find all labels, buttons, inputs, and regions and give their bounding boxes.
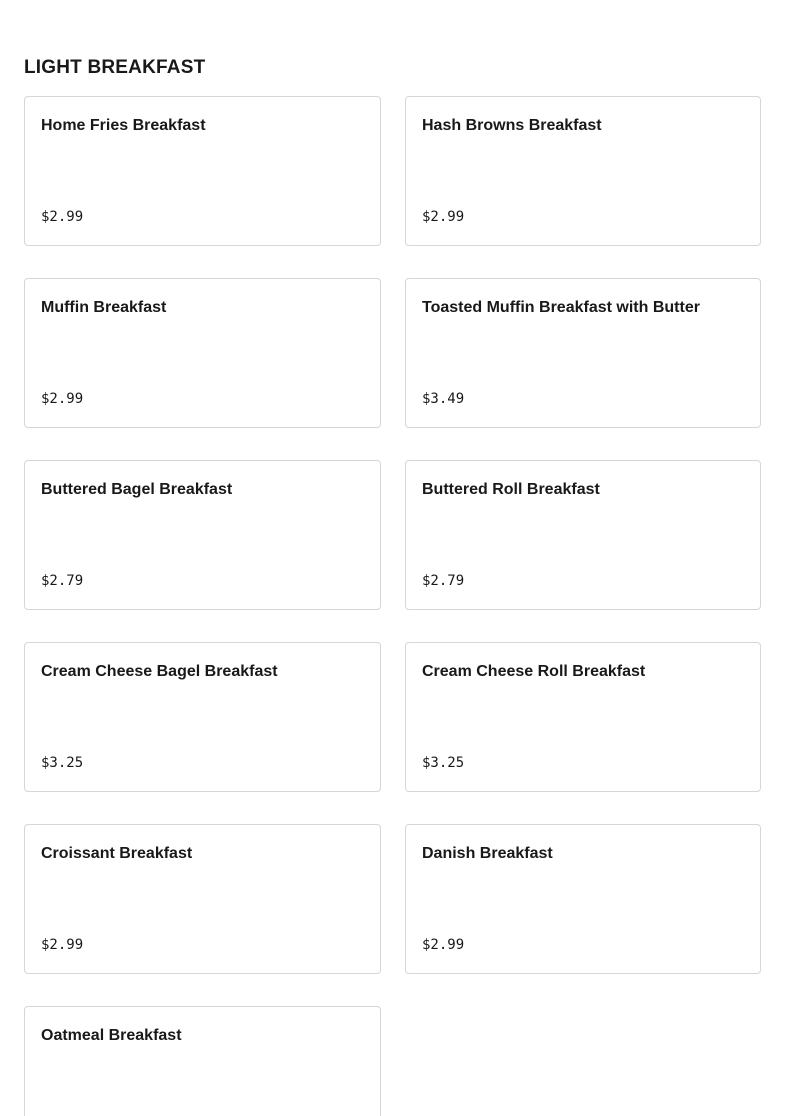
menu-item-price: $2.79 [422,573,465,589]
menu-item-name: Home Fries Breakfast [41,117,206,134]
menu-item-name: Danish Breakfast [422,845,553,862]
menu-item-card[interactable] [24,642,381,792]
menu-item-card[interactable] [24,1006,381,1116]
menu-item-card[interactable] [24,460,381,610]
menu-item-price: $2.99 [41,209,84,225]
menu-item-card[interactable] [405,824,761,974]
menu-item-price: $2.99 [422,209,465,225]
menu-item-card[interactable] [24,278,381,428]
menu-item-name: Croissant Breakfast [41,845,193,862]
menu-item-price: $3.25 [41,755,84,771]
menu-item-card[interactable] [405,642,761,792]
menu-items-grid [24,96,761,1116]
section-title: LIGHT BREAKFAST [24,57,206,78]
menu-item-name: Toasted Muffin Breakfast with Butter [422,299,700,316]
menu-item-name: Buttered Bagel Breakfast [41,481,233,498]
menu-item-card[interactable] [405,460,761,610]
menu-item-card[interactable] [24,824,381,974]
menu-item-name: Cream Cheese Roll Breakfast [422,663,646,680]
menu-item-name: Cream Cheese Bagel Breakfast [41,663,278,680]
menu-item-card[interactable] [405,278,761,428]
menu-item-price: $2.99 [41,391,84,407]
menu-item-name: Hash Browns Breakfast [422,117,602,134]
menu-item-name: Oatmeal Breakfast [41,1027,182,1044]
menu-item-price: $3.25 [422,755,465,771]
menu-item-card[interactable] [24,96,381,246]
menu-item-price: $2.99 [41,937,84,953]
menu-item-card[interactable] [405,96,761,246]
menu-item-name: Muffin Breakfast [41,299,167,316]
menu-item-price: $2.99 [422,937,465,953]
menu-item-price: $2.79 [41,573,84,589]
menu-item-name: Buttered Roll Breakfast [422,481,600,498]
menu-item-price: $3.49 [422,391,465,407]
